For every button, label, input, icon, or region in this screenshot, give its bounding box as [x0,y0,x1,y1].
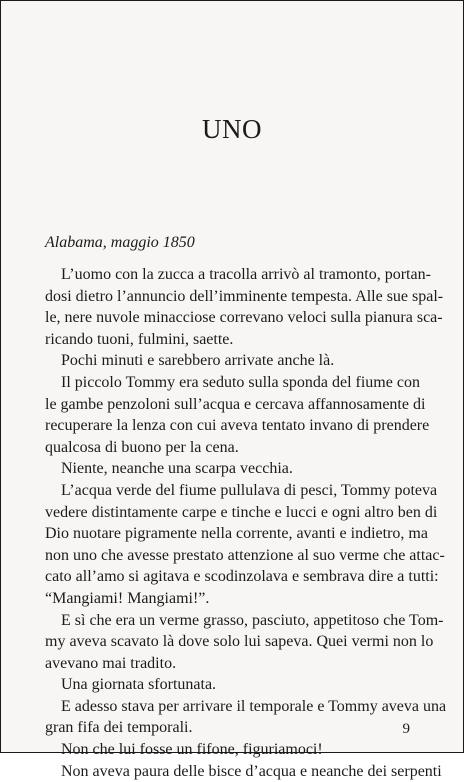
text-line: Non aveva paura delle bisce d’acqua e neanche dei serpenti [61,762,442,780]
text-line: my aveva scavato là dove solo lui sapeva. Quei vermi non lo [45,633,434,651]
text-line: recuperare la lenza con cui aveva tentato invano di prendere [45,417,430,435]
text-line: Niente, neanche una scarpa vecchia. [61,460,293,478]
page-number: 9 [402,721,410,737]
text-line: le, nere nuvole minacciose correvano veloci sulla pianura sca- [45,309,443,327]
text-line: L’uomo con la zucca a tracolla arrivò al tramonto, portan- [61,266,431,283]
text-line: E adesso stava per arrivare il temporale e Tommy aveva una [61,697,447,715]
text-line: Una giornata sfortunata. [61,676,217,694]
text-line: “Mangiami! Mangiami!”. [45,589,210,607]
text-line: Pochi minuti e sarebbero arrivate anche là. [61,352,335,370]
dateline: Alabama, maggio 1850 [45,234,195,251]
text-line: ricando tuoni, fulmini, saette. [45,330,234,348]
text-line: le gambe penzoloni sull’acqua e cercava affannosamente di [45,395,426,413]
text-line: Il piccolo Tommy era seduto sulla sponda del fiume con [61,373,420,391]
text-line: L’acqua verde del fiume pullulava di pesci, Tommy poteva [61,481,438,499]
text-line: cato all’amo si agitava e scodinzolava e sembrava dire a tutti: [45,568,439,586]
body-text [45,264,447,782]
text-line: qualcosa di buono per la cena. [45,438,239,456]
text-line: gran fifa dei temporali. [45,719,193,737]
text-line: avevano mai tradito. [45,654,177,672]
text-line: Non che lui fosse un fifone, figuriamoci! [61,741,323,759]
text-line: vedere distintamente carpe e tinche e lucci e ogni altro ben di [45,503,438,521]
text-line: Dio nuotare pigramente nella corrente, avanti e indietro, ma [45,525,428,543]
text-line: E sì che era un verme grasso, pasciuto, appetitoso che Tom- [61,611,444,629]
text-line: non uno che avesse prestato attenzione al suo verme che attac- [45,546,445,564]
text-line: dosi dietro l’annuncio dell’imminente tempesta. Alle sue spal- [45,287,444,305]
chapter-title: UNO [202,114,262,144]
